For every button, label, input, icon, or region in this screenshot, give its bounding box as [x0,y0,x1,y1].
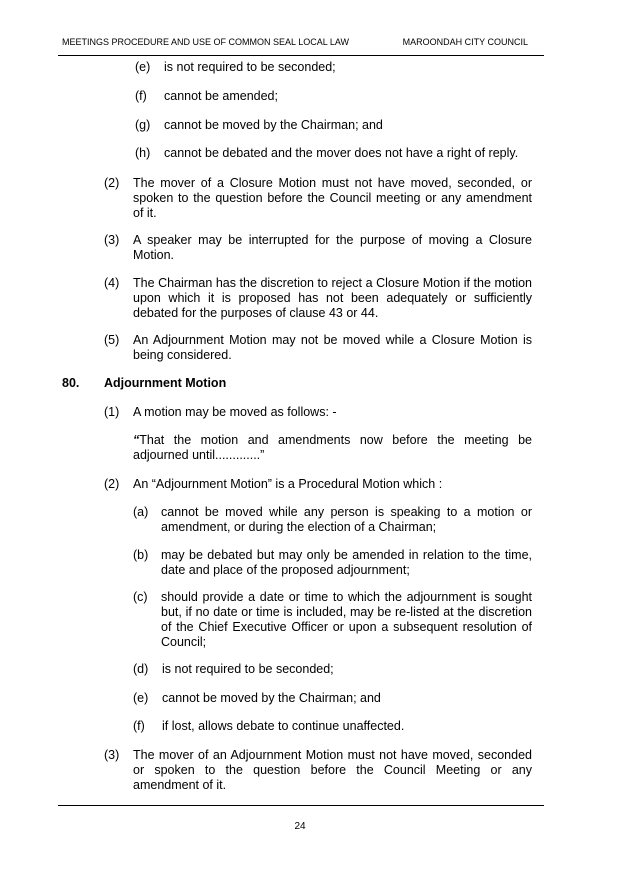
item-text: is not required to be seconded; [162,662,334,676]
clause-text: The mover of a Closure Motion must not have moved, seconded, or spoken to the question before the Council meeting or any amendment of it. [133,176,532,220]
header-title: MEETINGS PROCEDURE AND USE OF COMMON SEAL LOCAL LAW [62,37,350,47]
clause-text: The mover of an Adjournment Motion must not have moved, seconded or spoken to the question before the Council Meeting or any amendment of it. [133,748,532,792]
item-text: cannot be debated and the mover does not have a right of reply. [164,146,519,160]
header-organisation: MAROONDAH CITY COUNCIL [402,37,528,47]
clause [104,276,532,321]
clause [104,748,532,793]
item-text: should provide a date or time to which the adjournment is sought but, if no date or time is included, may be re-listed at the discretion of the Chief Executive Officer or upon a subsequent resolution of Council; [161,590,532,649]
item-label: (d) [133,662,149,676]
quote-text: That the motion and amendments now before the meeting be adjourned until.............” [133,433,532,462]
item-text: cannot be amended; [164,89,278,103]
clause-label: (3) [104,233,120,247]
list-item [135,118,535,133]
list-item [135,60,535,75]
item-label: (e) [135,60,151,74]
clause-label: (3) [104,748,120,762]
list-item [135,89,535,104]
clause-text: A motion may be moved as follows: - [133,405,337,419]
list-item [135,146,535,161]
list-item [133,505,532,535]
clause-label: (4) [104,276,120,290]
footer-rule [58,805,544,806]
clause-label: (2) [104,477,120,491]
section-title: Adjournment Motion [104,376,227,390]
item-text: cannot be moved by the Chairman; and [164,118,383,132]
clause-label: (5) [104,333,120,347]
item-label: (h) [135,146,151,160]
item-text: cannot be moved by the Chairman; and [162,691,381,705]
list-item [133,662,532,677]
clause-text: The Chairman has the discretion to reject a Closure Motion if the motion upon which it is proposed has not been adequately or sufficiently debated for the purposes of clause 43 or 44. [133,276,532,320]
clause [104,233,532,263]
item-text: if lost, allows debate to continue unaffected. [162,719,405,733]
list-item [133,590,532,650]
clause [104,333,532,363]
item-label: (f) [135,89,147,103]
clause-text: An “Adjournment Motion” is a Procedural Motion which : [133,477,443,491]
page-number: 24 [294,821,306,832]
quoted-motion [133,433,532,463]
item-label: (a) [133,505,149,519]
clause [104,477,532,492]
clause-label: (2) [104,176,120,190]
item-text: may be debated but may only be amended in relation to the time, date and place of the proposed adjournment; [161,548,532,577]
clause [104,405,532,420]
item-text: cannot be moved while any person is speaking to a motion or amendment, or during the election of a Chairman; [161,505,532,534]
clause-text: An Adjournment Motion may not be moved while a Closure Motion is being considered. [133,333,532,362]
item-label: (c) [133,590,148,604]
list-item [133,719,532,734]
clause-text: A speaker may be interrupted for the purpose of moving a Closure Motion. [133,233,532,262]
quote-mark: “ [133,433,140,447]
item-label: (f) [133,719,145,733]
clause-label: (1) [104,405,120,419]
item-label: (b) [133,548,149,562]
list-item [133,548,532,578]
header-rule [58,55,544,56]
clause [104,176,532,221]
item-label: (e) [133,691,149,705]
item-text: is not required to be seconded; [164,60,336,74]
section-number: 80. [62,376,80,390]
item-label: (g) [135,118,151,132]
list-item [133,691,532,706]
